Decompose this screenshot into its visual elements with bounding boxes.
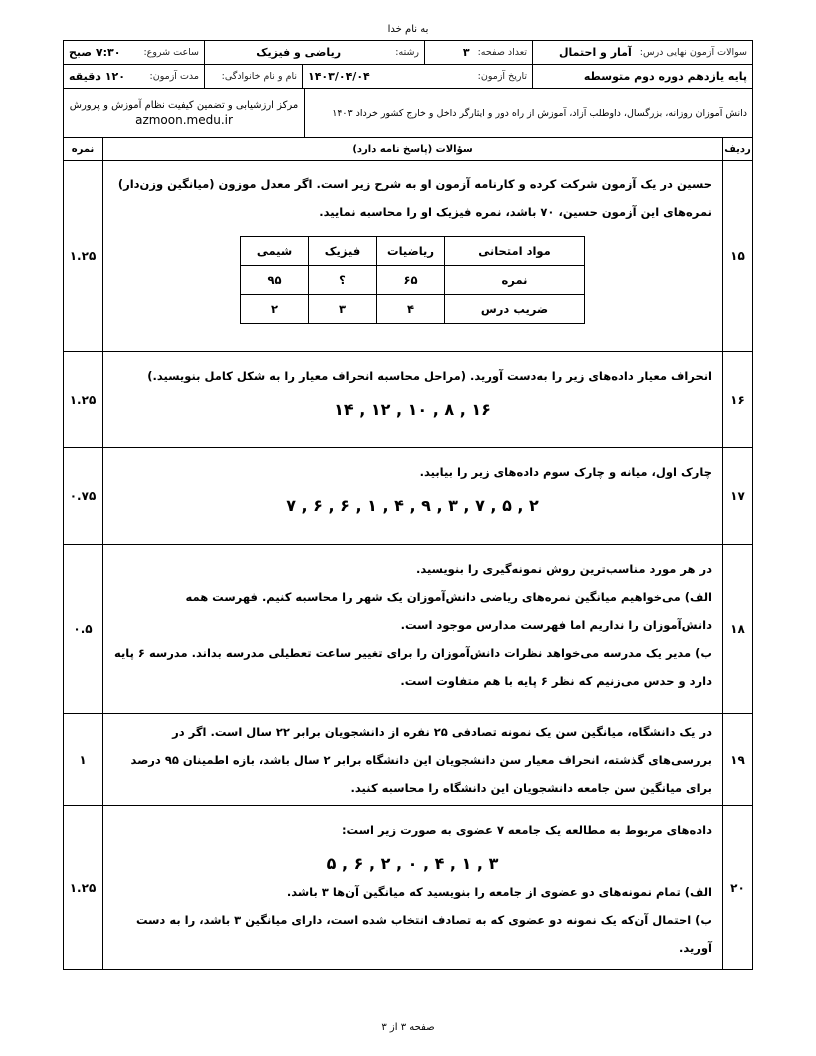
field-value: ریاضی و فیزیک — [256, 46, 342, 59]
date-label: تاریخ آزمون: — [477, 71, 527, 82]
question-row-17 — [64, 448, 752, 545]
question-score: ۰.۷۵ — [69, 489, 97, 503]
page-footer: صفحه ۳ از ۳ — [381, 1022, 435, 1033]
website-text: azmoon.medu.ir — [135, 113, 233, 127]
question-intro: در هر مورد مناسب‌ترین روش نمونه‌گیری را بنویسید. — [415, 562, 712, 576]
question-row-16 — [64, 352, 752, 448]
grades-cell: نمره — [445, 266, 585, 295]
question-number: ۲۰ — [722, 806, 752, 969]
question-score: ۱.۲۵ — [69, 880, 97, 895]
grades-header-row — [241, 237, 585, 266]
date-value: ۱۴۰۳/۰۴/۰۴ — [308, 70, 370, 83]
col-row-header: ردیف — [722, 138, 752, 160]
center-name: مرکز ارزشیابی و تضمین کیفیت نظام آموزش و پرورش — [69, 100, 299, 111]
subject-cell — [532, 41, 752, 64]
pages-cell — [424, 41, 532, 64]
question-body — [102, 806, 722, 969]
question-number: ۱۶ — [722, 352, 752, 447]
grades-cell: ۴ — [377, 295, 445, 324]
header-row-1 — [64, 41, 752, 65]
question-score: ۰.۵ — [73, 622, 93, 636]
questions-header — [63, 137, 753, 161]
question-text: در یک دانشگاه، میانگین سن یک نمونه تصادفی ۲۵ نفره از دانشجویان برابر ۲۲ سال است. اگر در بررسی‌های گذشته، انحراف معیار سن دانشجویان این دانشگاه برابر ۲ سال باشد، بازه اطمینان ۹۵ درصد برای میانگین سن جامعه دانشجویان این دانشگاه را محاسبه کنید. — [130, 725, 712, 795]
grades-cell: شیمی — [241, 237, 309, 266]
grades-cell: ضریب درس — [445, 295, 585, 324]
question-intro: داده‌های مربوط به مطالعه یک جامعه ۷ عضوی به صورت زیر است: — [341, 823, 712, 837]
question-text: حسین در یک آزمون شرکت کرده و کارنامه آزمون او به شرح زیر است. اگر معدل موزون (میانگین وزن‌دار) نمره‌های این آزمون حسین، ۷۰ باشد، نمره فیزیک او را محاسبه نمایید. — [117, 177, 712, 219]
question-number: ۱۵ — [722, 160, 752, 351]
question-number: ۱۸ — [722, 545, 752, 713]
name-cell — [204, 65, 302, 88]
questions-table — [63, 160, 753, 970]
grades-cell: ۹۵ — [241, 266, 309, 295]
question-body — [102, 352, 722, 447]
question-text: انحراف معیار داده‌های زیر را به‌دست آورید. (مراحل محاسبه انحراف معیار را به شکل کامل بنویسید.) — [147, 369, 712, 383]
start-cell — [64, 41, 204, 64]
grade-cell — [532, 65, 752, 88]
center-cell — [64, 89, 304, 138]
question-row-18 — [64, 545, 752, 714]
question-row-20 — [64, 806, 752, 969]
grades-cell: مواد امتحانی — [445, 237, 585, 266]
grades-table — [240, 236, 585, 324]
grades-score-row — [241, 266, 585, 295]
data-values: ۲ , ۵ , ۷ , ۳ , ۹ , ۴ , ۱ , ۶ , ۶ , ۷ — [286, 496, 539, 515]
data-values: ۳ , ۱ , ۴ , ۰ , ۲ , ۶ , ۵ — [326, 854, 499, 873]
header-row-2 — [64, 65, 752, 89]
data-values: ۱۶ , ۸ , ۱۰ , ۱۲ , ۱۴ — [334, 400, 491, 419]
question-number: ۱۷ — [722, 448, 752, 544]
question-text: چارک اول، میانه و چارک سوم داده‌های زیر را بیابید. — [419, 465, 712, 479]
question-score: ۱.۲۵ — [69, 248, 97, 263]
start-label: ساعت شروع: — [143, 47, 199, 58]
name-label: نام و نام خانوادگی: — [221, 71, 297, 82]
col-questions-header: سؤالات (پاسخ نامه دارد) — [102, 138, 722, 160]
page-top-title: به نام خدا — [387, 24, 429, 35]
duration-value: ۱۲۰ دقیقه — [69, 70, 125, 83]
field-label: رشته: — [395, 47, 419, 58]
grades-cell: ؟ — [309, 266, 377, 295]
date-cell — [302, 65, 532, 88]
grades-cell: ۶۵ — [377, 266, 445, 295]
pages-label: تعداد صفحه: — [477, 47, 527, 58]
start-value: ۷:۳۰ صبح — [69, 46, 121, 59]
header-row-3 — [64, 89, 752, 138]
question-row-19 — [64, 714, 752, 806]
grade-value: پایه یازدهم دوره دوم متوسطه — [583, 70, 747, 83]
grades-weight-row — [241, 295, 585, 324]
subject-value: آمار و احتمال — [558, 46, 632, 59]
question-body — [102, 448, 722, 544]
students-cell — [304, 89, 752, 138]
grades-cell: ۳ — [309, 295, 377, 324]
question-number: ۱۹ — [722, 714, 752, 805]
question-body — [102, 545, 722, 713]
exam-label: سوالات آزمون نهایی درس: — [639, 47, 747, 58]
question-row-15 — [64, 160, 752, 352]
question-part-b: ب) احتمال آن‌که یک نمونه دو عضوی که به تصادف انتخاب شده است، دارای میانگین ۳ باشد، را به دست آورید. — [135, 913, 712, 955]
grades-cell: ریاضیات — [377, 237, 445, 266]
duration-cell — [64, 65, 204, 88]
grades-cell: فیزیک — [309, 237, 377, 266]
question-score: ۱ — [79, 752, 87, 767]
duration-label: مدت آزمون: — [149, 71, 199, 82]
question-part-b: ب) مدیر یک مدرسه می‌خواهد نظرات دانش‌آموزان را برای تغییر ساعت تعطیلی مدرسه بداند. مدرسه ۶ پایه دارد و حدس می‌زنیم که نظر ۶ پایه با هم متفاوت است. — [113, 646, 712, 688]
grades-cell: ۲ — [241, 295, 309, 324]
question-part-a: الف) می‌خواهیم میانگین نمره‌های ریاضی دانش‌آموزان یک شهر را محاسبه کنیم. فهرست همه دانش‌آموزان را نداریم اما فهرست مدارس موجود است. — [185, 590, 712, 632]
question-score: ۱.۲۵ — [69, 392, 97, 407]
pages-value: ۳ — [462, 46, 470, 59]
question-part-a: الف) تمام نمونه‌های دو عضوی از جامعه را بنویسید که میانگین آن‌ها ۳ باشد. — [286, 885, 712, 899]
question-body — [102, 160, 722, 351]
question-body — [102, 714, 722, 805]
field-cell — [204, 41, 424, 64]
col-score-header: نمره — [71, 143, 95, 155]
students-text: دانش آموزان روزانه، بزرگسال، داوطلب آزاد، آموزش از راه دور و ایثارگر داخل و خارج کشور خرداد ۱۴۰۳ — [332, 108, 747, 119]
